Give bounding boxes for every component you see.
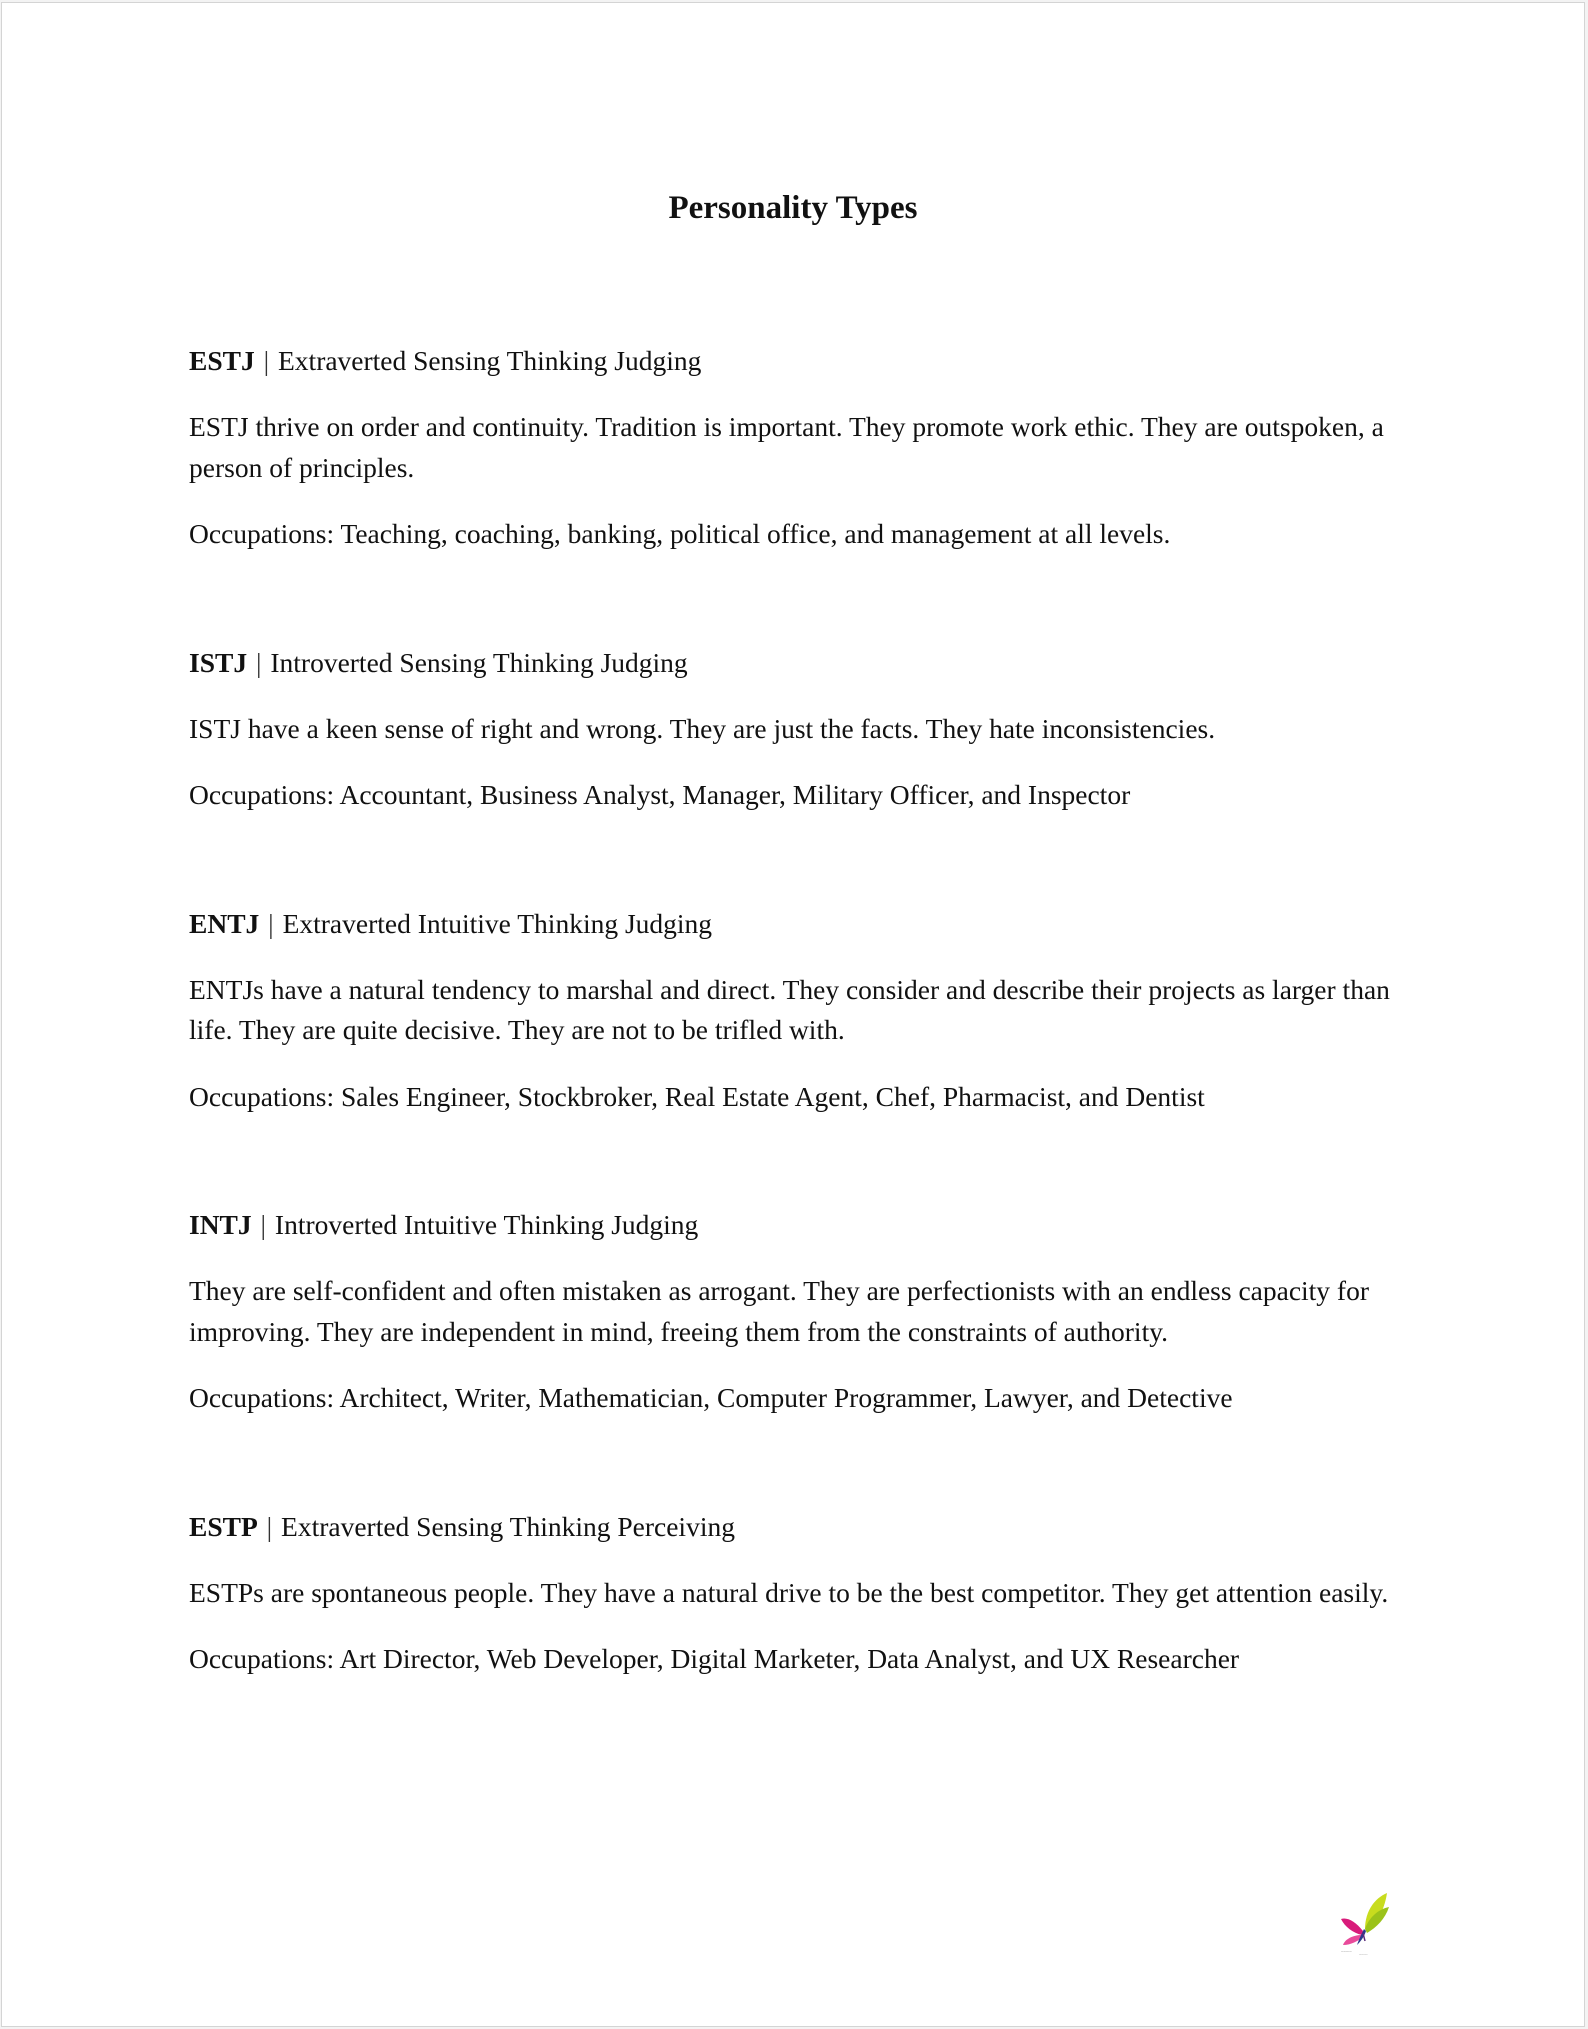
heading-separator: | xyxy=(263,345,270,376)
type-code: ESTP xyxy=(189,1510,258,1542)
type-occupations: Occupations: Sales Engineer, Stockbroker, Real Estate Agent, Chef, Pharmacist, and Dentist xyxy=(189,1080,1205,1112)
type-occupations: Occupations: Accountant, Business Analyst, Manager, Military Officer, and Inspector xyxy=(189,779,1131,810)
type-name: Extraverted Sensing Thinking Judging xyxy=(278,345,702,376)
type-heading xyxy=(189,341,1404,381)
personality-section-intj xyxy=(189,1205,1404,1419)
svg-text:~~~~: ~~~~ xyxy=(1341,1950,1352,1955)
personality-section-entj xyxy=(189,904,1404,1118)
type-name: Extraverted Intuitive Thinking Judging xyxy=(282,907,713,939)
type-heading xyxy=(189,904,1404,944)
document-body xyxy=(189,341,1404,1768)
svg-text:~~~~: ~~~~ xyxy=(1359,1952,1368,1957)
heading-separator: | xyxy=(268,907,274,939)
type-name: Introverted Intuitive Thinking Judging xyxy=(274,1209,699,1240)
personality-section-estj xyxy=(189,341,1404,555)
heading-separator: | xyxy=(255,646,262,678)
type-name: Introverted Sensing Thinking Judging xyxy=(270,646,688,678)
type-occupations: Occupations: Architect, Writer, Mathematician, Computer Programmer, Lawyer, and Detective xyxy=(189,1382,1233,1413)
type-description: ISTJ have a keen sense of right and wrong. They are just the facts. They hate inconsistencies. xyxy=(189,712,1216,744)
type-code: INTJ xyxy=(189,1209,252,1240)
type-code: ESTJ xyxy=(189,345,255,376)
document-page xyxy=(1,2,1585,2027)
type-description: ESTJ thrive on order and continuity. Tradition is important. They promote work ethic. They are outspoken, a person of principles. xyxy=(189,411,1384,483)
type-occupations: Occupations: Art Director, Web Developer, Digital Marketer, Data Analyst, and UX Researcher xyxy=(189,1643,1240,1674)
type-heading xyxy=(189,1507,1404,1547)
personality-section-istj xyxy=(189,643,1404,816)
type-code: ISTJ xyxy=(189,646,248,678)
butterfly-logo-icon xyxy=(1335,1891,1391,1957)
type-heading xyxy=(189,643,1404,683)
type-heading xyxy=(189,1205,1404,1245)
personality-section-estp xyxy=(189,1507,1404,1680)
heading-separator: | xyxy=(260,1209,267,1240)
type-description: They are self-confident and often mistaken as arrogant. They are perfectionists with an endless capacity for improving. They are independent in mind, freeing them from the constraints of authority. xyxy=(189,1275,1370,1347)
heading-separator: | xyxy=(266,1510,273,1542)
type-description: ENTJs have a natural tendency to marshal and direct. They consider and describe their projects as larger than life. They are quite decisive. They are not to be trifled with. xyxy=(189,973,1390,1045)
type-name: Extraverted Sensing Thinking Perceiving xyxy=(281,1510,735,1542)
type-description: ESTPs are spontaneous people. They have a natural drive to be the best competitor. They get attention easily. xyxy=(189,1576,1389,1608)
document-title: Personality Types xyxy=(668,190,918,226)
type-code: ENTJ xyxy=(189,907,260,939)
type-occupations: Occupations: Teaching, coaching, banking, political office, and management at all levels. xyxy=(189,518,1171,549)
